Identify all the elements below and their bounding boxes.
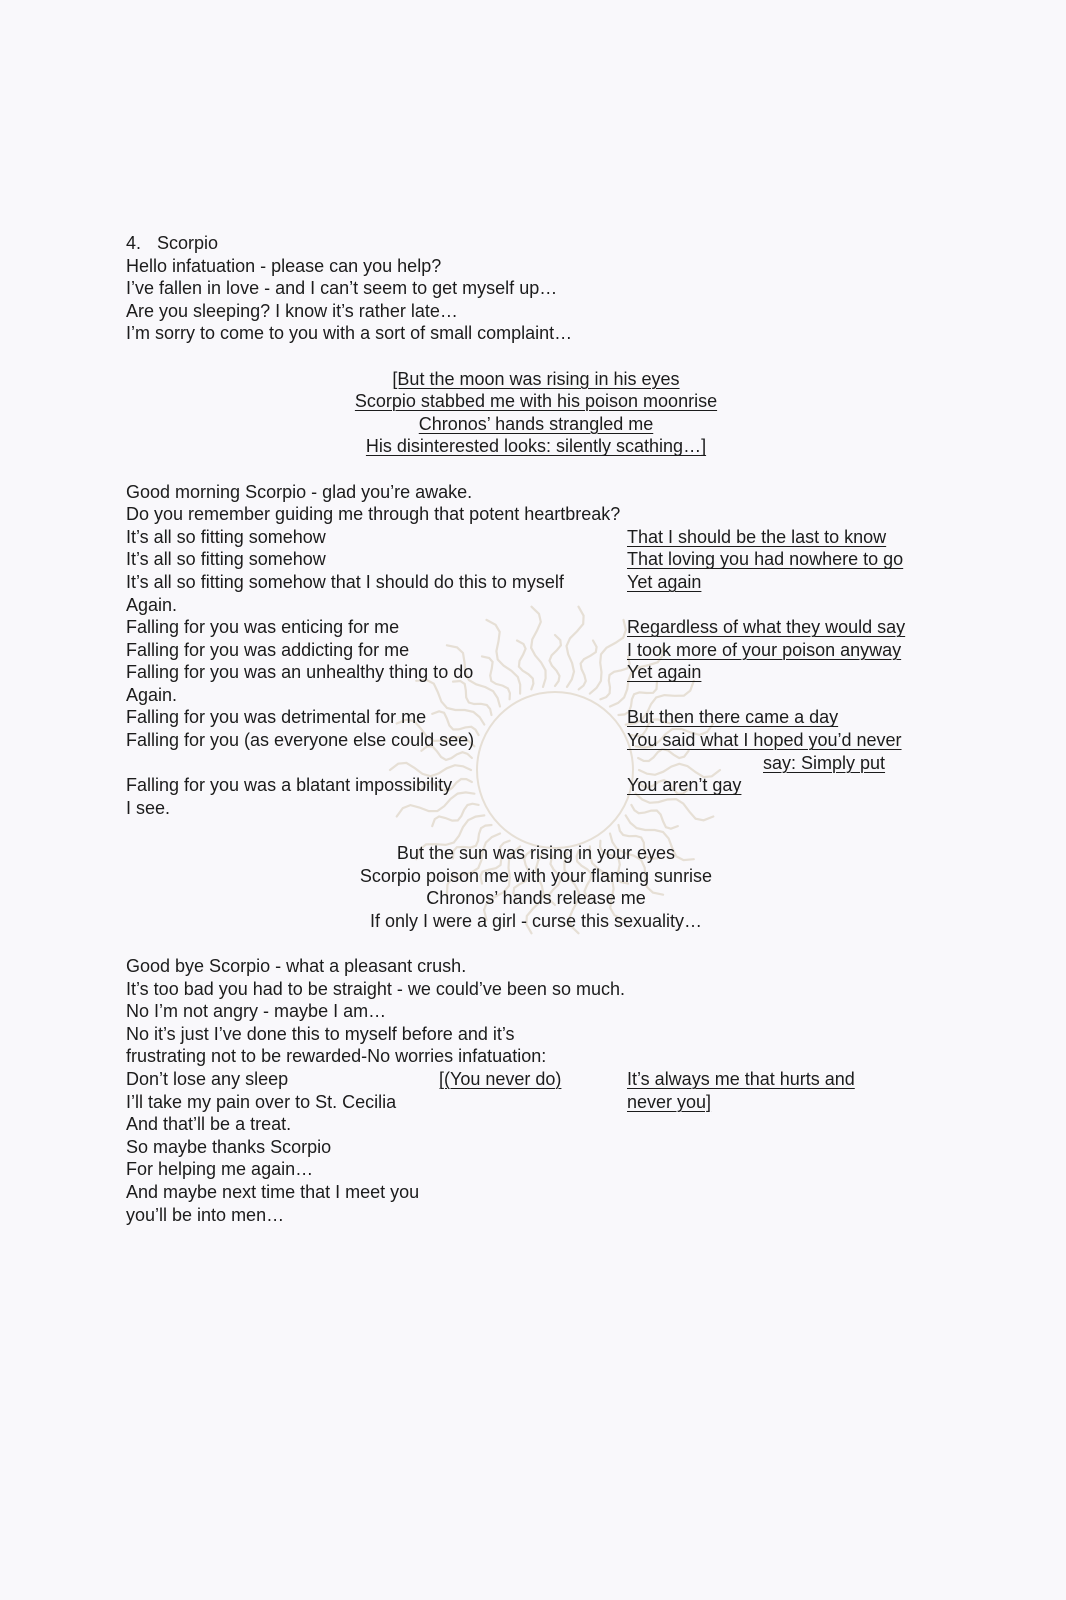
- bracket-line: His disinterested looks: silently scathing…]: [365, 436, 707, 457]
- two-column-row: It’s all so fitting somehow that I should do this to myself Yet again: [126, 571, 702, 592]
- two-column-row: I’ll take my pain over to St. Cecilia never you]: [126, 1091, 712, 1112]
- verse-line: I’m sorry to come to you with a sort of small complaint…: [126, 323, 573, 344]
- two-column-row: Falling for you was enticing for me Regardless of what they would say: [126, 617, 906, 638]
- song-heading: [126, 232, 946, 255]
- chorus-line: Chronos’ hands release me: [426, 888, 646, 909]
- two-column-row: It’s all so fitting somehow That loving you had nowhere to go: [126, 549, 904, 570]
- bracket-line: [But the moon was rising in his eyes: [392, 368, 680, 389]
- chorus-line: If only I were a girl - curse this sexuality…: [369, 910, 703, 931]
- two-column-row: Falling for you (as everyone else could see) You said what I hoped you’d never: [126, 730, 902, 751]
- lyrics: [126, 232, 946, 1226]
- verse-line: No it’s just I’ve done this to myself before and it’s: [126, 1023, 515, 1044]
- verse-line: No I’m not angry - maybe I am…: [126, 1001, 387, 1022]
- chorus-line: Scorpio poison me with your flaming sunrise: [359, 865, 713, 886]
- verse-line: So maybe thanks Scorpio: [126, 1136, 332, 1157]
- verse-line: you’ll be into men…: [126, 1204, 285, 1225]
- two-column-row: Again.: [126, 684, 178, 705]
- verse-line: Are you sleeping? I know it’s rather late…: [126, 300, 458, 321]
- bracket-line: Scorpio stabbed me with his poison moonrise: [354, 391, 718, 412]
- verse-line: Do you remember guiding me through that potent heartbreak?: [126, 504, 621, 525]
- two-column-row: Again.: [126, 594, 178, 615]
- two-column-row: Falling for you was a blatant impossibility You aren’t gay: [126, 775, 742, 796]
- bracket-line: Chronos’ hands strangled me: [418, 413, 654, 434]
- verse-line: Good bye Scorpio - what a pleasant crush.: [126, 956, 467, 976]
- chorus-line: But the sun was rising in your eyes: [396, 843, 676, 864]
- verse-line: And that’ll be a treat.: [126, 1114, 292, 1135]
- verse-line: I’ve fallen in love - and I can’t seem to get myself up…: [126, 278, 558, 299]
- two-column-row: Falling for you was detrimental for me But then there came a day: [126, 707, 839, 728]
- two-column-row: Falling for you was addicting for me I took more of your poison anyway: [126, 639, 902, 660]
- verse-line: For helping me again…: [126, 1159, 314, 1180]
- two-column-row: I see.: [126, 797, 171, 818]
- verse-line: frustrating not to be rewarded-No worries infatuation:: [126, 1046, 547, 1067]
- two-column-row: It’s all so fitting somehow That I should be the last to know: [126, 526, 887, 547]
- two-column-row: Falling for you was an unhealthy thing to do Yet again: [126, 662, 702, 683]
- verse-line: Hello infatuation - please can you help?: [126, 255, 442, 276]
- indented-row: say: Simply put: [763, 752, 886, 773]
- song-title: Scorpio: [157, 233, 219, 253]
- three-column-row: Don’t lose any sleep [(You never do) It’s always me that hurts and: [126, 1068, 855, 1089]
- verse-line: And maybe next time that I meet you: [126, 1181, 420, 1202]
- song-number: 4.: [126, 233, 142, 253]
- verse-line: It’s too bad you had to be straight - we could’ve been so much.: [126, 978, 625, 999]
- verse-line: Good morning Scorpio - glad you’re awake.: [126, 481, 473, 502]
